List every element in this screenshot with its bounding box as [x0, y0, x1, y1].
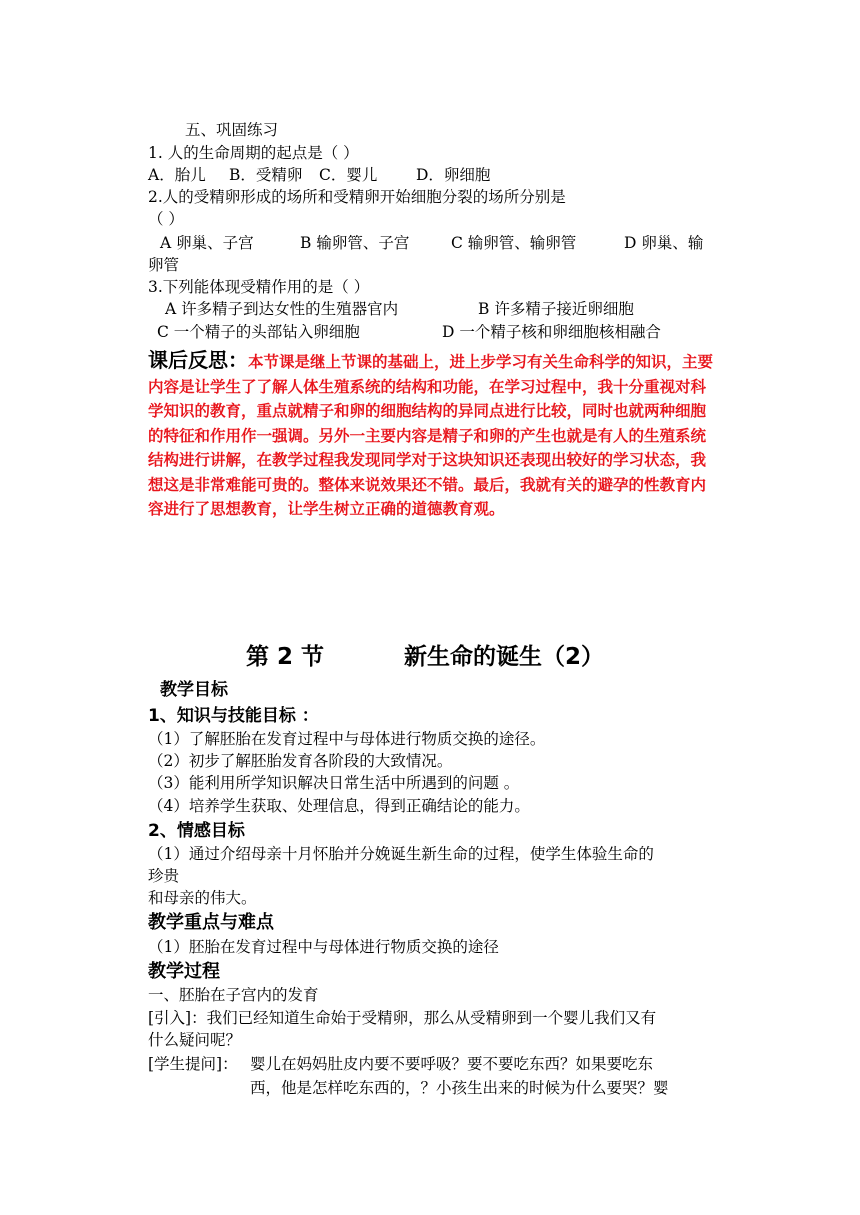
q1-stem: 1. 人的生命周期的起点是（ ） [148, 144, 359, 162]
reflection-block [148, 348, 716, 522]
student-line-1: 婴儿在妈妈肚皮内要不要呼吸？要不要吃东西？如果要吃东 [250, 1055, 654, 1073]
q2-stem: 2.人的受精卵形成的场所和受精卵开始细胞分裂的场所分别是 [148, 188, 566, 206]
intro-line-2: 什么疑问呢？ [148, 1031, 242, 1049]
intro-line-1: [引入]：我们已经知道生命始于受精卵，那么从受精卵到一个婴儿我们又有 [148, 1009, 657, 1027]
student-line-2: 西，他是怎样吃东西的，？小孩生出来的时候为什么要哭？婴 [250, 1079, 669, 1097]
q2-option-wrap: 卵管 [148, 256, 180, 274]
q3-option-b: B 许多精子接近卵细胞 [478, 300, 634, 318]
q1-option-d: D．卵细胞 [416, 166, 491, 184]
process-heading: 教学过程 [148, 961, 220, 982]
emotion-heading: 2、情感目标 [148, 821, 245, 841]
knowledge-item: （3）能利用所学知识解决日常生活中所遇到的问题 。 [148, 774, 520, 792]
knowledge-heading: 1、知识与技能目标 ： [148, 706, 319, 726]
student-question-label: [学生提问]： [148, 1055, 238, 1073]
q1-option-c: C．婴儿 [319, 166, 378, 184]
emotion-line-3: 和母亲的伟大。 [148, 889, 257, 907]
q3-option-a: A 许多精子到达女性的生殖器官内 [165, 300, 399, 318]
exercise-heading: 五、巩固练习 [185, 121, 279, 139]
process-subheading: 一、胚胎在子宫内的发育 [148, 986, 319, 1004]
goals-heading: 教学目标 [160, 680, 228, 700]
q3-option-c: C 一个精子的头部钻入卵细胞 [157, 323, 360, 341]
knowledge-item: （2）初步了解胚胎发育各阶段的大致情况。 [148, 752, 453, 770]
q3-option-d: D 一个精子核和卵细胞核相融合 [442, 323, 661, 341]
emotion-line-1: （1）通过介绍母亲十月怀胎并分娩诞生新生命的过程，使学生体验生命的 [148, 845, 654, 863]
q1-option-a: A．胎儿 [148, 166, 206, 184]
section-title: 新生命的诞生（2） [404, 644, 605, 670]
section-number: 第 2 节 [246, 644, 325, 670]
q1-option-b: B．受精卵 [229, 166, 303, 184]
reflection-label: 课后反思： [148, 348, 248, 372]
q3-stem: 3.下列能体现受精作用的是（ ） [148, 278, 370, 296]
q2-option-b: B 输卵管、子宫 [300, 234, 410, 252]
focus-heading: 教学重点与难点 [148, 912, 274, 933]
q2-bracket: （ ） [148, 210, 184, 228]
q2-option-a: A 卵巢、子宫 [160, 234, 254, 252]
q2-option-d: D 卵巢、输 [624, 234, 704, 252]
reflection-text: 本节课是继上节课的基础上，进上步学习有关生命科学的知识，主要内容是让学生了了解人体生殖系统的结构和功能，在学习过程中，我十分重视对科学知识的教育，重点就精子和卵的细胞结构的异同点进行比较，同时也就两种细胞的特征和作用作一强调。另外一主要内容是精子和卵的产生也就是有人的生殖系统结构进行讲解，在教学过程我发现同学对于这块知识还表现出较好的学习状态，我想这是非常难能可贵的。整体来说效果还不错。最后，我就有关的避孕的性教育内容进行了思想教育，让学生树立正确的道德教育观。 [148, 353, 714, 518]
focus-item: （1）胚胎在发育过程中与母体进行物质交换的途径 [148, 938, 499, 956]
knowledge-item: （4）培养学生获取、处理信息，得到正确结论的能力。 [148, 797, 530, 815]
emotion-line-2: 珍贵 [148, 867, 180, 885]
q2-option-c: C 输卵管、输卵管 [451, 234, 577, 252]
knowledge-item: （1）了解胚胎在发育过程中与母体进行物质交换的途径。 [148, 730, 546, 748]
